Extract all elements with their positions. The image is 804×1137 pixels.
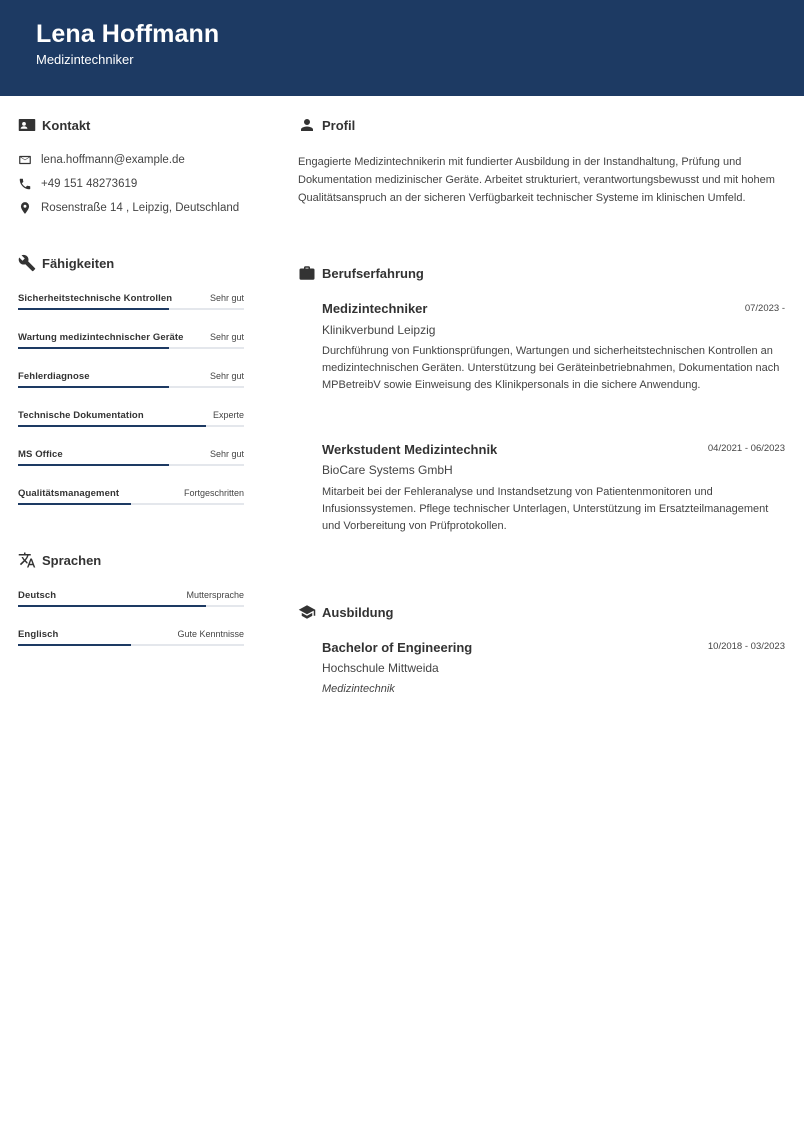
- translate-icon: [18, 551, 36, 569]
- profile-text: Engagierte Medizintechnikerin mit fundierter Ausbildung in der Instandhaltung, Prüfung und Dokumentation medizinischer Geräte. Arbeitet strukturiert, verantwortungsbewusst und mit hohem Qualitätsanspruch an der sicheren Verfügbarkeit technischer Systeme im klinischen Umfeld.: [298, 156, 775, 204]
- section-title-education: [298, 603, 394, 621]
- language-level: Gute Kenntnisse: [177, 629, 244, 639]
- language-name: Englisch: [18, 629, 59, 640]
- section-title-profile: [298, 116, 355, 134]
- skill-bar-fill: [18, 386, 169, 388]
- skill-item: [18, 488, 244, 512]
- skill-name: MS Office: [18, 449, 63, 460]
- language-bar-track: [18, 605, 244, 607]
- section-title-contact: [18, 116, 90, 134]
- section-title-languages: [18, 551, 101, 569]
- section-title-skills: [18, 254, 114, 272]
- language-bar-fill: [18, 605, 206, 607]
- skill-name: Technische Dokumentation: [18, 410, 144, 421]
- skill-bar-fill: [18, 308, 169, 310]
- language-item: [18, 629, 244, 653]
- language-bar-fill: [18, 644, 131, 646]
- experience-date: 04/2021 - 06/2023: [707, 443, 785, 454]
- job-title: Medizintechniker: [36, 52, 134, 67]
- section-title-label: Kontakt: [42, 117, 91, 133]
- briefcase-icon: [298, 264, 316, 282]
- section-title-label: Sprachen: [42, 552, 102, 568]
- section-title-label: Profil: [322, 117, 356, 133]
- skill-name: Fehlerdiagnose: [18, 371, 90, 382]
- skill-item: [18, 449, 244, 473]
- section-title-label: Berufserfahrung: [322, 265, 424, 281]
- skill-name: Sicherheitstechnische Kontrollen: [18, 293, 173, 304]
- skill-bar-track: [18, 425, 244, 427]
- skill-bar-fill: [18, 503, 131, 505]
- experience-title: Medizintechniker: [322, 301, 428, 316]
- phone-icon: [18, 177, 32, 191]
- skill-item: [18, 332, 244, 356]
- experience-title: Werkstudent Medizintechnik: [322, 442, 498, 457]
- location-pin-icon: [18, 201, 32, 215]
- skill-bar-fill: [18, 347, 169, 349]
- skill-bar-fill: [18, 425, 206, 427]
- phone-link[interactable]: +49 151 48273619: [41, 178, 138, 190]
- experience-description: Durchführung von Funktionsprüfungen, Wartungen und sicherheitstechnischen Kontrollen an medizintechnischen Geräten. Unterstützung bei Geräteinbetriebnahmen, Dokumentation nach MPBetreibV sowie Einweisung des Klinikpersonals in die sichere Anwendung.: [322, 345, 780, 391]
- skill-bar-fill: [18, 464, 169, 466]
- skill-name: Wartung medizintechnischer Geräte: [18, 332, 184, 343]
- experience-org: Klinikverbund Leipzig: [322, 323, 436, 337]
- contact-address: [18, 201, 239, 215]
- section-title-label: Ausbildung: [322, 604, 394, 620]
- experience-org: BioCare Systems GmbH: [322, 463, 453, 477]
- person-icon: [298, 116, 316, 134]
- skill-bar-track: [18, 386, 244, 388]
- graduation-cap-icon: [298, 603, 316, 621]
- skill-bar-track: [18, 464, 244, 466]
- address-text: Rosenstraße 14 , Leipzig, Deutschland: [41, 202, 240, 214]
- skill-level: Sehr gut: [209, 293, 244, 303]
- education-field: Medizintechnik: [322, 683, 395, 695]
- contact-phone[interactable]: [18, 177, 137, 191]
- skill-bar-track: [18, 347, 244, 349]
- skill-level: Sehr gut: [209, 449, 244, 459]
- experience-date: 07/2023 -: [744, 303, 785, 314]
- email-link[interactable]: lena.hoffmann@example.de: [41, 154, 185, 166]
- language-bar-track: [18, 644, 244, 646]
- skill-bar-track: [18, 308, 244, 310]
- experience-description: Mitarbeit bei der Fehleranalyse und Instandsetzung von Patientenmonitoren und Infusionssystemen. Pflege technischer Unterlagen, Unterstützung im Ersatzteilmanagement und Vorbereitung von Prüfprotokollen.: [322, 486, 769, 532]
- header-banner: [0, 0, 804, 96]
- language-item: [18, 590, 244, 614]
- skill-level: Experte: [212, 410, 244, 420]
- skill-name: Qualitätsmanagement: [18, 488, 120, 499]
- section-title-label: Fähigkeiten: [42, 255, 115, 271]
- mail-icon: [18, 153, 32, 167]
- contact-email[interactable]: [18, 153, 185, 167]
- skill-level: Fortgeschritten: [183, 488, 244, 498]
- contact-card-icon: [18, 116, 36, 134]
- skill-item: [18, 410, 244, 434]
- language-level: Muttersprache: [186, 590, 244, 600]
- skill-level: Sehr gut: [209, 332, 244, 342]
- skill-bar-track: [18, 503, 244, 505]
- skill-item: [18, 293, 244, 317]
- language-name: Deutsch: [18, 590, 57, 601]
- skill-level: Sehr gut: [209, 371, 244, 381]
- education-date: 10/2018 - 03/2023: [707, 641, 785, 652]
- education-degree: Bachelor of Engineering: [322, 640, 473, 655]
- education-school: Hochschule Mittweida: [322, 661, 439, 675]
- person-name: Lena Hoffmann: [36, 20, 220, 48]
- section-title-experience: [298, 264, 424, 282]
- wrench-icon: [18, 254, 36, 272]
- skill-item: [18, 371, 244, 395]
